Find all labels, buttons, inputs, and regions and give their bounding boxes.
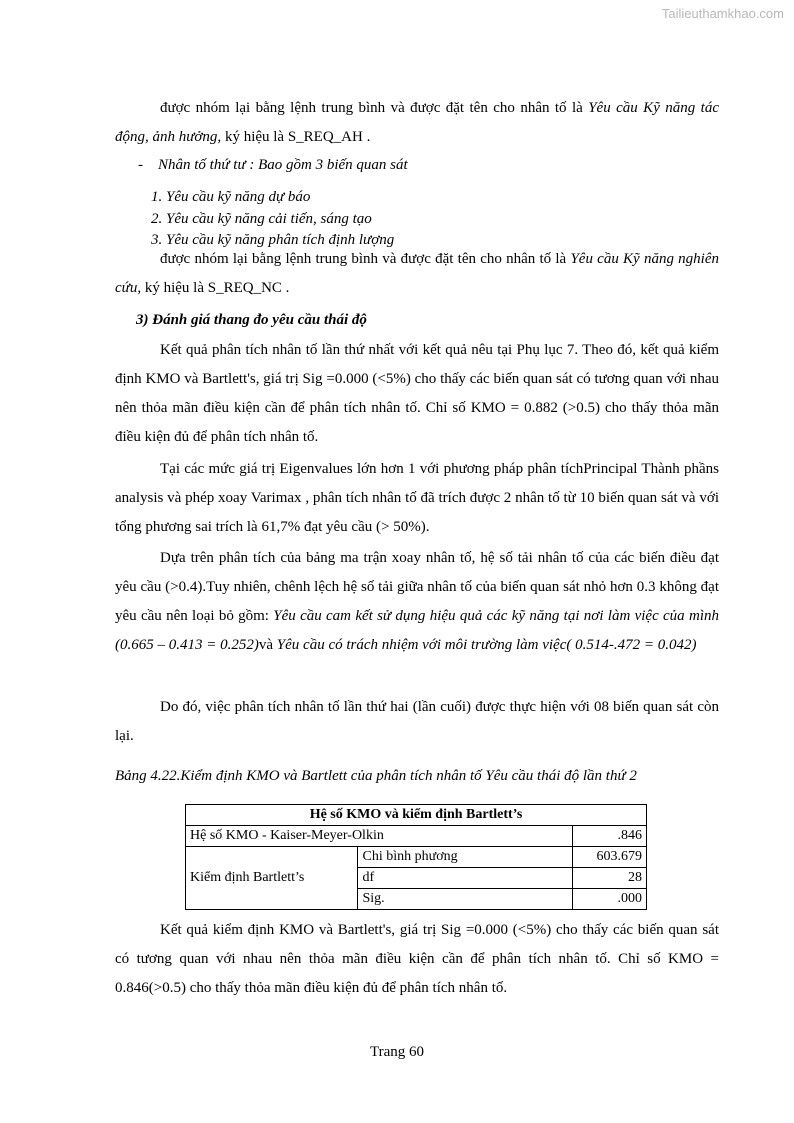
watermark: Tailieuthamkhao.com (661, 6, 784, 21)
table-row-label: Sig. (358, 889, 573, 910)
paragraph-rotated-matrix: Dựa trên phân tích của bảng ma trận xoay nhân tố, hệ số tải nhân tố của các biến điều đạt yêu cầu (>0.4).Tuy nhiên, chênh lệch hệ số tải giữa nhân tố của biến quan sát nhỏ hơn 0.3 không đạt yêu cầu nên loại bỏ gồm: Yêu cầu cam kết sử dụng hiệu quả các kỹ năng tại nơi làm việc của mình (0.665 – 0.413 = 0.252)và Yêu cầu có trách nhiệm với môi trường làm việc( 0.514-.472 = 0.042) (115, 550, 719, 653)
paragraph-first-analysis: Kết quả phân tích nhân tố lần thứ nhất với kết quả nêu tại Phụ lục 7. Theo đó, kết quả kiểm định KMO và Bartlett's, giá trị Sig =0.000 (<5%) cho thấy các biến quan sát có tương quan với nhau nên thỏa mãn điều kiện cần để phân tích nhân tố. Chỉ số KMO = 0.882 (>0.5) cho thấy thỏa mãn điều kiện đủ để phân tích nhân tố. (115, 342, 719, 445)
page-number: Trang 60 (369, 1044, 425, 1060)
table-title: Hệ số KMO và kiểm định Bartlett’s (186, 805, 647, 826)
paragraph-eigenvalues: Tại các mức giá trị Eigenvalues lớn hơn 1 với phương pháp phân tíchPrincipal Thành phầns analysis và phép xoay Varimax , phân tích nhân tố đã trích được 2 nhân tố từ 10 biến quan sát và với tổng phương sai trích là 61,7% đạt yêu cầu (> 50%). (115, 461, 719, 535)
factor4-item-1: 1. Yêu cầu kỹ năng dự báo (151, 189, 311, 205)
table-caption: Bảng 4.22.Kiểm định KMO và Bartlett của phân tích nhân tố Yêu cầu thái độ lần thứ 2 (115, 768, 637, 784)
table-row-value: 603.679 (573, 847, 647, 868)
table-row-value: .000 (573, 889, 647, 910)
table-row-label: df (358, 868, 573, 889)
factor4-heading: - Nhân tố thứ tư : Bao gồm 3 biến quan sát (138, 157, 408, 173)
paragraph-kmo-result: Kết quả kiểm định KMO và Bartlett's, giá trị Sig =0.000 (<5%) cho thấy các biến quan sát có tương quan với nhau nên thỏa mãn điều kiện cần để phân tích nhân tố. Chỉ số KMO = 0.846(>0.5) cho thấy thỏa mãn điều kiện đủ để phân tích nhân tố. (115, 922, 719, 996)
factor4-item-2: 2. Yêu cầu kỹ năng cải tiến, sáng tạo (151, 211, 372, 227)
kmo-value: .846 (573, 826, 647, 847)
paragraph-factor3-naming: được nhóm lại bằng lệnh trung bình và được đặt tên cho nhân tố là Yêu cầu Kỹ năng tác động, ảnh hưởng, ký hiệu là S_REQ_AH . (115, 100, 719, 145)
factor4-item-3: 3. Yêu cầu kỹ năng phân tích định lượng (151, 232, 395, 248)
kmo-bartlett-table (185, 804, 647, 910)
paragraph-second-analysis: Do đó, việc phân tích nhân tố lần thứ hai (lần cuối) được thực hiện với 08 biến quan sát còn lại. (115, 699, 719, 744)
kmo-label: Hệ số KMO - Kaiser-Meyer-Olkin (186, 826, 573, 847)
table-row-value: 28 (573, 868, 647, 889)
paragraph-factor4-naming: được nhóm lại bằng lệnh trung bình và được đặt tên cho nhân tố là Yêu cầu Kỹ năng nghiên cứu, ký hiệu là S_REQ_NC . (115, 251, 719, 296)
table-row-label: Chi bình phương (358, 847, 573, 868)
bartlett-label: Kiểm định Bartlett’s (186, 847, 358, 910)
section-heading: 3) Đánh giá thang đo yêu cầu thái độ (136, 312, 367, 328)
